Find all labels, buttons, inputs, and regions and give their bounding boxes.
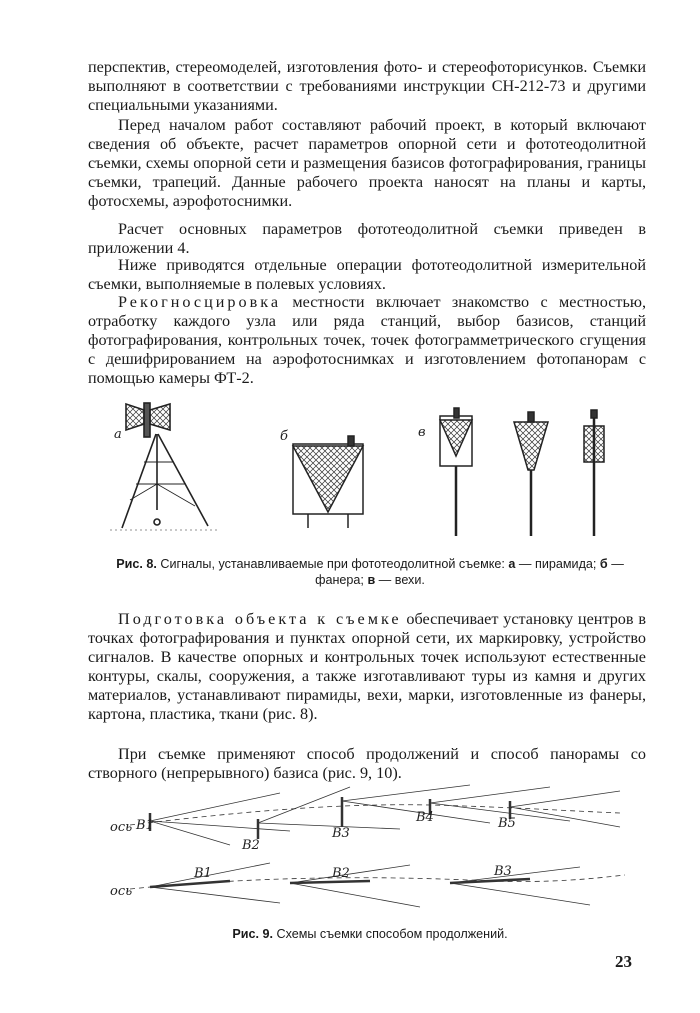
figure-9-top-label-5: B5: [498, 816, 516, 831]
paragraph-7: [88, 745, 646, 783]
paragraph-5-body: местности включает знакомство с местностью, отработку каждого узла или ряда станций, выбор базисов, станций фотографирования, контрольных точек, точек фотограмметрического сгущения с дешифрированием на аэрофотоснимках и изготовлением фотопанорам с помощью камеры ФТ-2.: [88, 293, 646, 387]
paragraph-5: [88, 293, 646, 388]
figure-9-caption: [150, 926, 590, 942]
figure-9-bottom-label-3: B3: [494, 864, 512, 879]
figure-8-label-b: б: [280, 429, 288, 444]
paragraph-4: [88, 256, 646, 294]
figure-8-label-a: а: [114, 427, 122, 442]
figure-9-top-label-4: B4: [416, 810, 434, 825]
pole-signal-1: [440, 408, 472, 536]
figure-8-caption-b: б: [599, 557, 608, 571]
pole-signal-3: [584, 410, 604, 536]
figure-8-caption: [110, 556, 630, 588]
paragraph-2: [88, 116, 646, 211]
paragraph-3: [88, 220, 646, 258]
figure-9-axis-label-bottom: ось: [110, 884, 133, 899]
paragraph-5-text: [88, 293, 646, 388]
figure-9-bottom-label-2: B2: [332, 866, 350, 881]
figure-9-number: Рис. 9.: [232, 927, 273, 941]
paragraph-1-text: перспектив, стереомоделей, изготовления фото- и стереофоторисунков. Съемки выполняют в соответствии с требованиями инструкции СН-212-73 и другими специальными указаниями.: [88, 58, 646, 114]
figure-8-caption-a-text: — пирамида;: [515, 557, 600, 571]
term-reconnaissance: Рекогносцировка: [118, 293, 282, 311]
figure-8-caption-v-text: — вехи.: [375, 573, 425, 587]
term-object-preparation: Подготовка объекта к съемке: [118, 610, 402, 628]
figure-8-signals: [100, 400, 640, 550]
paragraph-4-text: Ниже приводятся отдельные операции фототеодолитной измерительной съемки, выполняемые в полевых условиях.: [88, 256, 646, 293]
plywood-signal: [293, 436, 363, 528]
figure-8-caption-v: в: [367, 573, 376, 587]
pyramid-signal: [110, 403, 220, 530]
figure-8-caption-a: а: [508, 557, 516, 571]
paragraph-3-text: Расчет основных параметров фототеодолитной съемки приведен в приложении 4.: [88, 220, 646, 257]
figure-9-top-label-2: B2: [242, 838, 260, 853]
figure-8-number: Рис. 8.: [116, 557, 157, 571]
figure-8-caption-text: Сигналы, устанавливаемые при фототеодолитной съемке:: [156, 557, 509, 571]
figure-8-label-v: в: [418, 425, 426, 440]
figure-9-caption-text: Схемы съемки способом продолжений.: [272, 927, 508, 941]
figure-9-axis-label-top: ось: [110, 820, 133, 835]
paragraph-1: [88, 58, 646, 115]
figure-8-caption-b-text: — фанера;: [315, 557, 624, 587]
figure-9-bottom-label-1: B1: [194, 866, 212, 881]
pole-signal-2: [514, 412, 548, 536]
paragraph-6-text: [88, 610, 646, 724]
paragraph-7-text: При съемке применяют способ продолжений и способ панорамы со створного (непрерывного) базиса (рис. 9, 10).: [88, 745, 646, 782]
figure-9-top-label-1: B1: [136, 818, 154, 833]
paragraph-6: [88, 610, 646, 724]
paragraph-6-body: обеспечивает установку центров в точках фотографирования и пунктах опорной сети, их маркировку, устройство сигналов. В качестве опорных и контрольных точек используют естественные контуры, скалы, сооружения, а также изготавливают туры из камня и других материалов, устанавливают пирамиды, вехи, марки, изготовленные из фанеры, картона, пластика, ткани (рис. 8).: [88, 610, 646, 723]
figure-9-upper-scheme: [130, 785, 620, 845]
page-number: 23: [615, 952, 632, 971]
paragraph-2-text: Перед началом работ составляют рабочий проект, в который включают сведения об объекте, расчет параметров опорной сети и фототеодолитной съемки, схемы опорной сети и размещения базисов фотографирования, границы съемки, трапеций. Данные рабочего проекта наносят на планы и карты, фотосхемы, аэрофотоснимки.: [88, 116, 646, 210]
figure-9-top-label-3: B3: [332, 826, 350, 841]
figure-9-scheme: [110, 783, 630, 913]
